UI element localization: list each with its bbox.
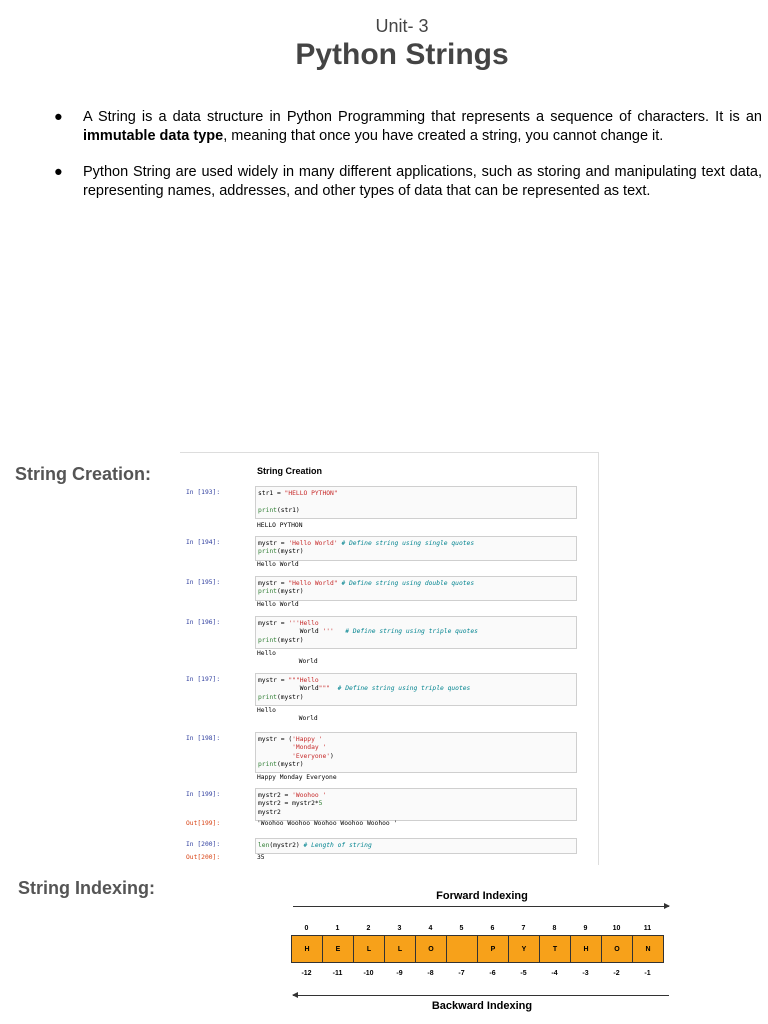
- code-input-box: [255, 536, 577, 561]
- forward-index: 9: [583, 925, 588, 932]
- cell-out-prompt: Out[200]:: [186, 854, 221, 861]
- code-input-box: [255, 576, 577, 601]
- cell-output: 'Woohoo Woohoo Woohoo Woohoo Woohoo ': [257, 820, 398, 827]
- bullet-list: [52, 108, 762, 218]
- bullet-text: A String is a data structure in Python Programming that represents a sequence of characters. It is an: [83, 109, 762, 125]
- backward-index: -3: [582, 970, 589, 977]
- character-cell: P: [478, 936, 509, 962]
- code-input-box: [255, 732, 577, 773]
- backward-index: -11: [332, 970, 343, 977]
- bullet-dot-icon: ●: [54, 164, 63, 180]
- cell-in-prompt: In [199]:: [186, 791, 221, 798]
- cell-in-prompt: In [198]:: [186, 735, 221, 742]
- code-text: mystr = ('Happy ' 'Monday ' 'Everyone') print(mystr): [258, 736, 334, 768]
- forward-index: 6: [490, 925, 495, 932]
- forward-index: 5: [459, 925, 464, 932]
- backward-indexing-label: Backward Indexing: [431, 1000, 533, 1012]
- backward-index-row: [291, 970, 663, 977]
- bullet-text: Python String are used widely in many different applications, such as storing and manipulating text data, representing names, addresses, and other types of data that can be represented as text.: [83, 164, 762, 199]
- cell-in-prompt: In [193]:: [186, 489, 221, 496]
- code-input-box: [255, 838, 577, 854]
- character-cell: [447, 936, 478, 962]
- backward-index: -9: [396, 970, 403, 977]
- backward-index: -1: [644, 970, 651, 977]
- backward-arrow-icon: [293, 995, 669, 996]
- forward-index: 0: [304, 925, 309, 932]
- backward-index: -8: [427, 970, 434, 977]
- cell-output: Hello World: [257, 561, 299, 568]
- cell-out-prompt: Out[199]:: [186, 820, 221, 827]
- forward-index: 7: [521, 925, 526, 932]
- backward-index: -5: [520, 970, 527, 977]
- code-input-box: [255, 788, 577, 821]
- cell-in-prompt: In [194]:: [186, 539, 221, 546]
- code-input-box: [255, 486, 577, 519]
- character-cell: O: [602, 936, 633, 962]
- forward-arrow-icon: [293, 906, 669, 907]
- forward-index: 8: [552, 925, 557, 932]
- character-cell: T: [540, 936, 571, 962]
- bullet-item: [52, 163, 762, 201]
- cell-output: Happy Monday Everyone: [257, 774, 337, 781]
- character-cell: O: [416, 936, 447, 962]
- forward-index: 10: [612, 925, 621, 932]
- cell-output: Hello World: [257, 601, 299, 608]
- section-heading-indexing: String Indexing:: [18, 878, 155, 898]
- character-cell: L: [385, 936, 416, 962]
- notebook-title: String Creation: [257, 466, 323, 476]
- unit-label: Unit- 3: [375, 16, 429, 36]
- bullet-text: , meaning that once you have created a string, you cannot change it.: [223, 128, 664, 144]
- code-input-box: [255, 673, 577, 706]
- forward-index: 11: [643, 925, 652, 932]
- forward-index: 1: [335, 925, 340, 932]
- cell-output: 35: [257, 854, 265, 861]
- code-text: len(mystr2) # Length of string: [258, 842, 372, 849]
- character-cell: H: [571, 936, 602, 962]
- forward-index: 3: [397, 925, 402, 932]
- character-cell: L: [354, 936, 385, 962]
- cell-in-prompt: In [196]:: [186, 619, 221, 626]
- page-title: Python Strings: [295, 38, 509, 71]
- cell-in-prompt: In [197]:: [186, 676, 221, 683]
- character-cell: H: [292, 936, 323, 962]
- forward-indexing-label: Forward Indexing: [436, 890, 528, 902]
- forward-index: 4: [428, 925, 433, 932]
- cell-output: HELLO PYTHON: [257, 522, 303, 529]
- indexing-diagram: [291, 888, 673, 1018]
- cell-in-prompt: In [200]:: [186, 841, 221, 848]
- backward-index: -7: [458, 970, 465, 977]
- code-text: mystr = 'Hello World' # Define string using single quotes print(mystr): [258, 540, 475, 556]
- code-text: mystr = '''Hello World ''' # Define string using triple quotes print(mystr): [258, 620, 478, 644]
- backward-index: -4: [551, 970, 558, 977]
- backward-index: -12: [301, 970, 312, 977]
- cell-output: Hello World: [257, 707, 318, 723]
- forward-index-row: [291, 925, 663, 932]
- character-cells: [291, 935, 664, 963]
- bullet-item: [52, 108, 762, 146]
- cell-output: Hello World: [257, 650, 318, 666]
- notebook-screenshot: [180, 452, 599, 865]
- code-text: mystr2 = 'Woohoo ' mystr2 = mystr2*5 mystr2: [258, 792, 327, 816]
- bullet-dot-icon: ●: [54, 109, 63, 125]
- code-text: mystr = """Hello World""" # Define string using triple quotes print(mystr): [258, 677, 471, 701]
- section-heading-creation: String Creation:: [15, 464, 152, 484]
- cell-in-prompt: In [195]:: [186, 579, 221, 586]
- forward-index: 2: [366, 925, 371, 932]
- character-cell: Y: [509, 936, 540, 962]
- backward-index: -10: [363, 970, 374, 977]
- code-text: mystr = "Hello World" # Define string using double quotes print(mystr): [258, 580, 475, 596]
- backward-index: -6: [489, 970, 496, 977]
- character-cell: E: [323, 936, 354, 962]
- character-cell: N: [633, 936, 663, 962]
- backward-index: -2: [613, 970, 620, 977]
- bullet-bold-text: immutable data type: [83, 128, 224, 144]
- code-input-box: [255, 616, 577, 649]
- code-text: str1 = "HELLO PYTHON" print(str1): [258, 490, 338, 514]
